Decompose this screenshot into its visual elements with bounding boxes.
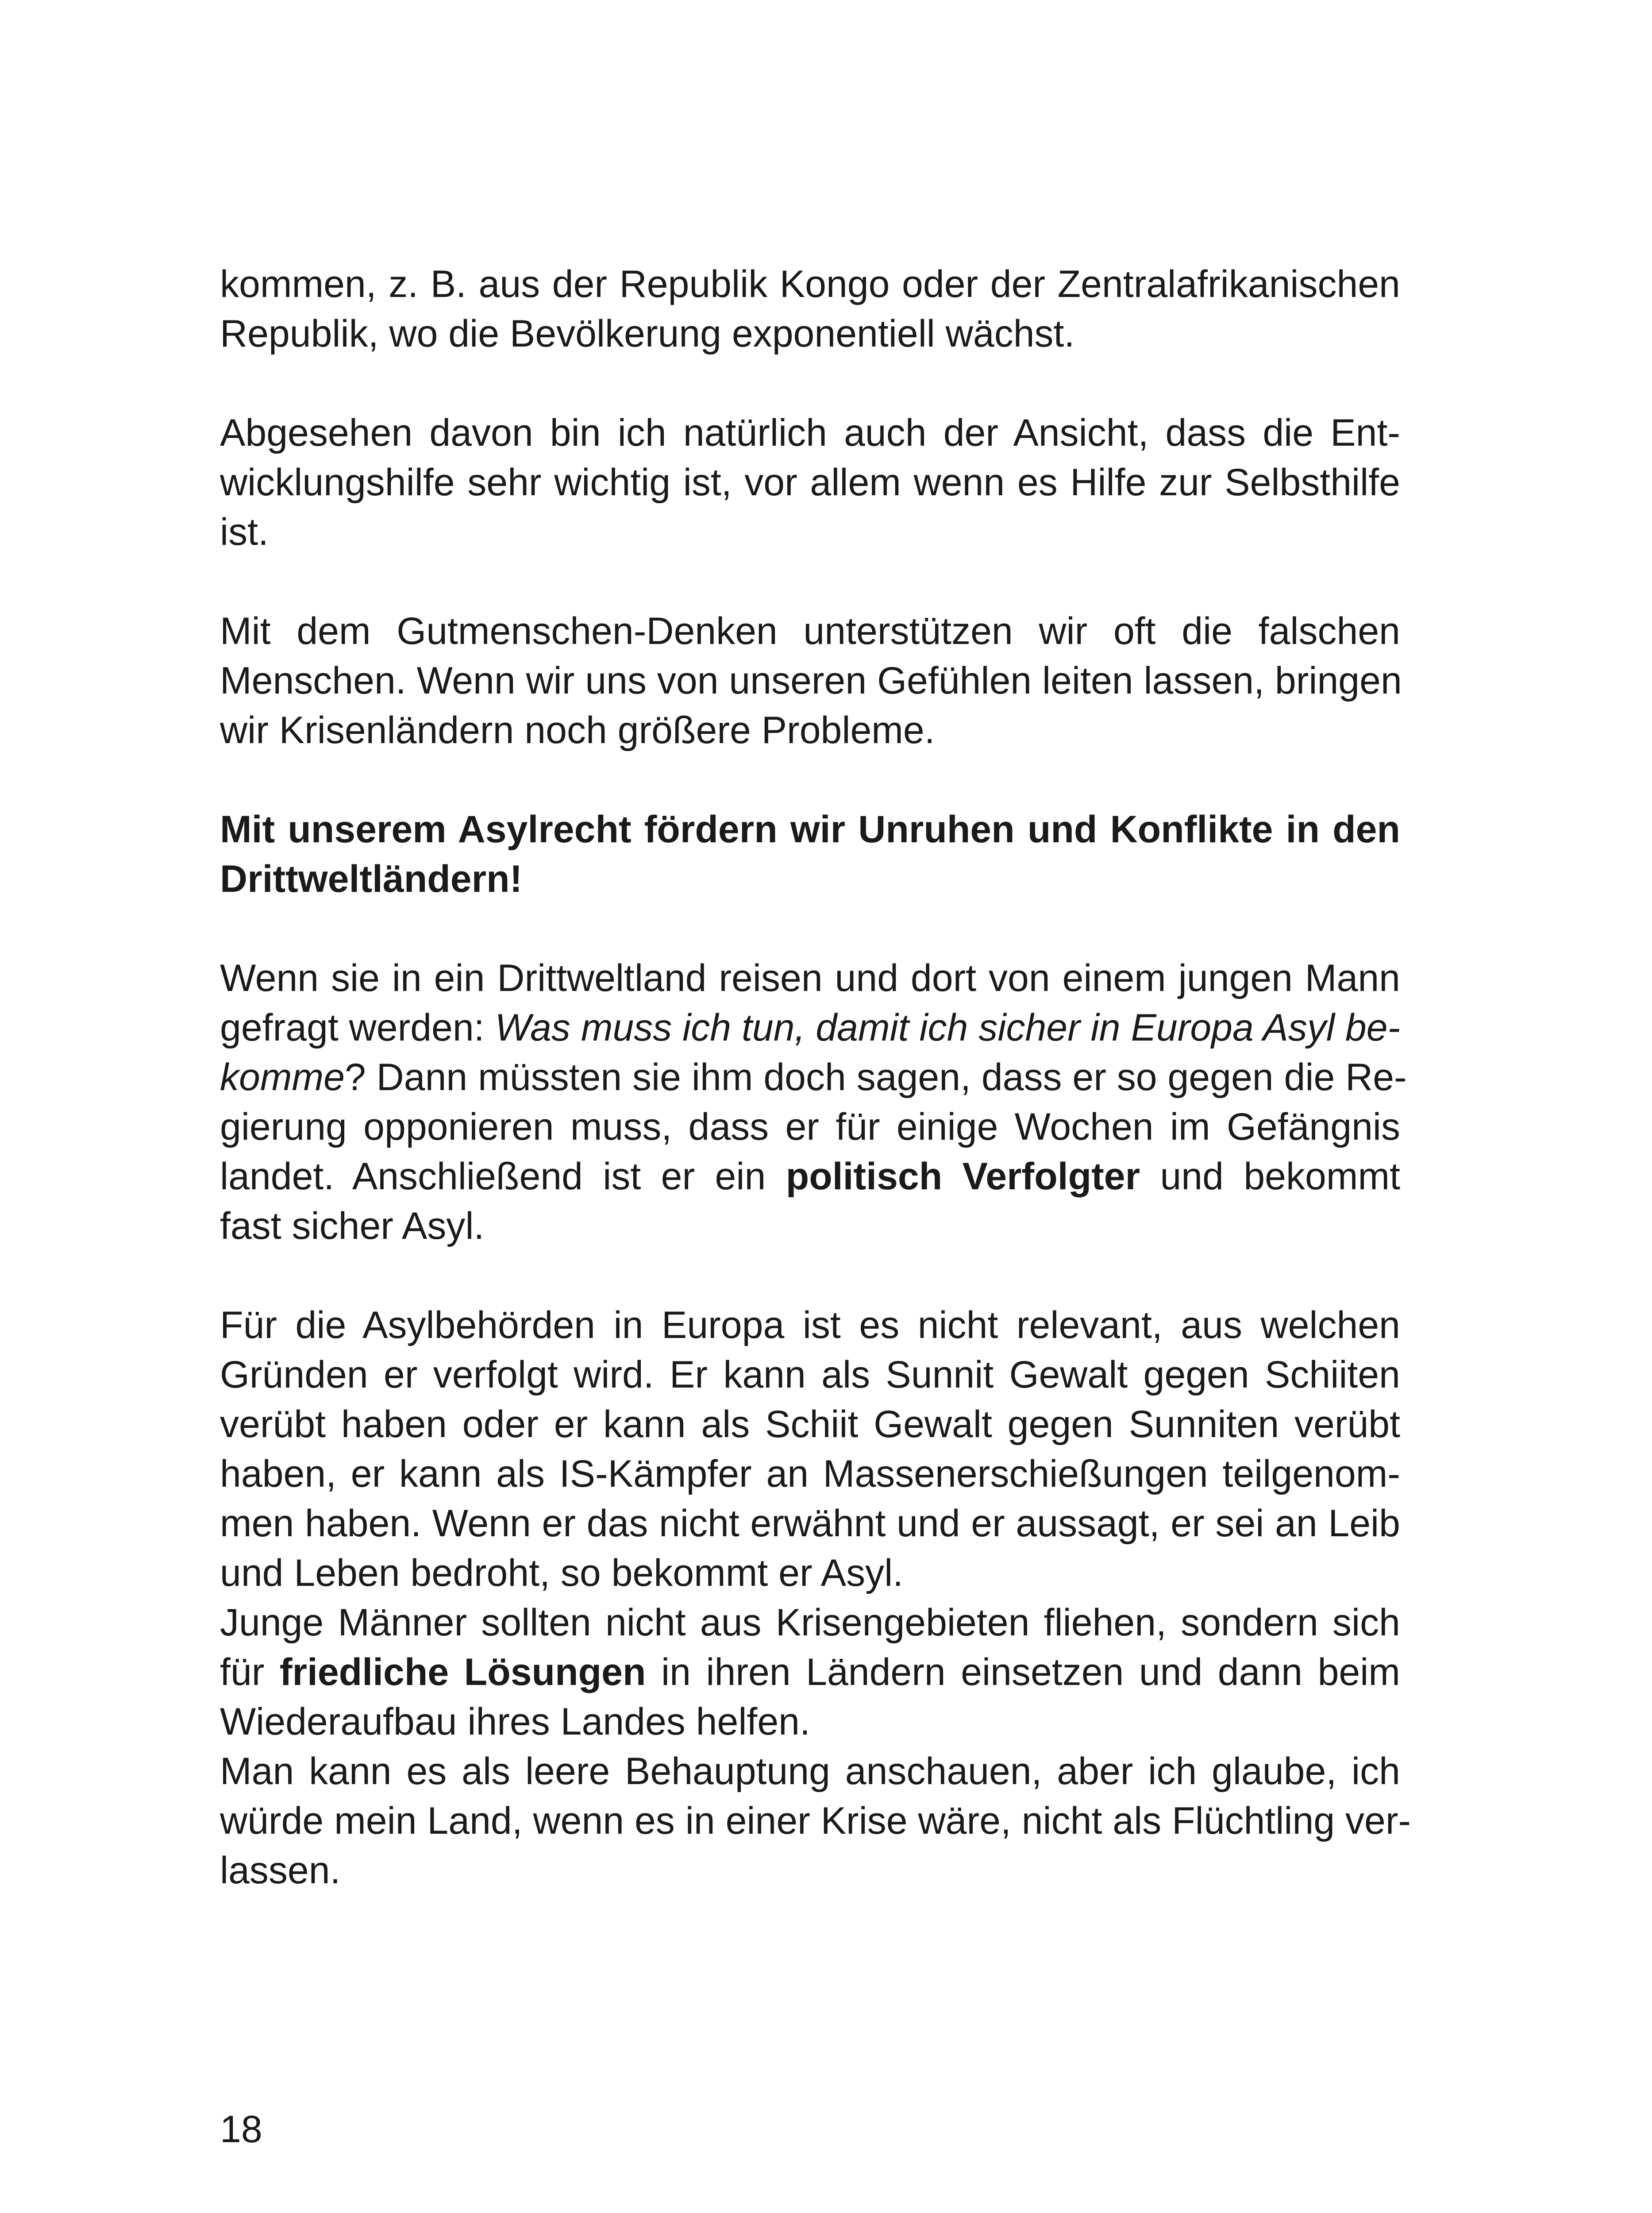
paragraph-4-line-2-text: gefragt werden: <box>220 1006 495 1049</box>
section-heading-line-1: Mit unserem Asylrecht fördern wir Unruhen und Konflikte in den <box>220 808 1400 851</box>
italic-question-text: Was muss ich tun, damit ich sicher in Europa Asyl be- <box>495 1006 1401 1049</box>
paragraph-5-line-9: Wiederaufbau ihres Landes helfen. <box>220 1700 810 1743</box>
paragraph-5-line-1: Für die Asylbehörden in Europa ist es nicht relevant, aus welchen <box>220 1304 1400 1346</box>
italic-question-end: komme <box>220 1056 345 1099</box>
paragraph-2-line-3: ist. <box>220 511 269 553</box>
paragraph-5-line-8-text-c: in ihren Ländern einsetzen und dann beim <box>646 1651 1400 1693</box>
paragraph-5-line-12: lassen. <box>220 1849 341 1892</box>
paragraph-4-line-4: gierung opponieren muss, dass er für einige Wochen im Gefängnis <box>220 1106 1400 1148</box>
paragraph-5-line-8-text-a: für <box>220 1651 280 1693</box>
page-number: 18 <box>220 2108 262 2151</box>
bold-politisch-verfolgter: politisch Verfolgter <box>786 1155 1140 1198</box>
paragraph-2-line-2: wicklungshilfe sehr wichtig ist, vor allem wenn es Hilfe zur Selbsthilfe <box>220 461 1400 504</box>
paragraph-4-line-5-text-c: und bekommt <box>1140 1155 1400 1198</box>
paragraph-4-line-1: Wenn sie in ein Drittweltland reisen und dort von einem jungen Mann <box>220 957 1400 999</box>
paragraph-3-line-3: wir Krisenländern noch größere Probleme. <box>220 709 935 752</box>
paragraph-5-line-11: würde mein Land, wenn es in einer Krise wäre, nicht als Flüchtling ver- <box>220 1800 1411 1842</box>
paragraph-4-line-5 <box>220 1152 1400 1201</box>
paragraph-5-line-4: haben, er kann als IS-Kämpfer an Massenerschießungen teilgenom- <box>220 1453 1400 1495</box>
paragraph-3-line-2: Menschen. Wenn wir uns von unseren Gefühlen leiten lassen, bringen <box>220 659 1402 702</box>
paragraph-5-line-7: Junge Männer sollten nicht aus Krisengebieten fliehen, sondern sich <box>220 1601 1400 1644</box>
paragraph-4-line-2 <box>220 1003 1400 1053</box>
paragraph-5-line-6: und Leben bedroht, so bekommt er Asyl. <box>220 1552 904 1594</box>
paragraph-2-line-1: Abgesehen davon bin ich natürlich auch der Ansicht, dass die Ent- <box>220 412 1400 454</box>
bold-friedliche-loesungen: friedliche Lösungen <box>279 1651 646 1693</box>
paragraph-4-line-5-text-a: landet. Anschließend ist er ein <box>220 1155 786 1198</box>
section-heading-line-2: Drittweltländern! <box>220 858 523 900</box>
paragraph-5-line-3: verübt haben oder er kann als Schiit Gewalt gegen Sunniten verübt <box>220 1403 1400 1446</box>
paragraph-5-line-2: Gründen er verfolgt wird. Er kann als Sunnit Gewalt gegen Schiiten <box>220 1353 1400 1396</box>
paragraph-4-line-3-text: ? Dann müssten sie ihm doch sagen, dass er so gegen die Re- <box>344 1056 1407 1099</box>
paragraph-3-line-1: Mit dem Gutmenschen-Denken unterstützen wir oft die falschen <box>220 610 1400 652</box>
paragraph-1-line-1: kommen, z. B. aus der Republik Kongo oder der Zentralafrikanischen <box>220 263 1400 305</box>
paragraph-5-line-8 <box>220 1647 1400 1697</box>
paragraph-5-line-5: men haben. Wenn er das nicht erwähnt und er aussagt, er sei an Leib <box>220 1502 1400 1545</box>
paragraph-1-line-2: Republik, wo die Bevölkerung exponentiell wächst. <box>220 312 1075 355</box>
paragraph-4-line-3 <box>220 1053 1407 1102</box>
paragraph-4-line-6: fast sicher Asyl. <box>220 1205 485 1247</box>
paragraph-5-line-10: Man kann es als leere Behauptung anschauen, aber ich glaube, ich <box>220 1750 1400 1793</box>
